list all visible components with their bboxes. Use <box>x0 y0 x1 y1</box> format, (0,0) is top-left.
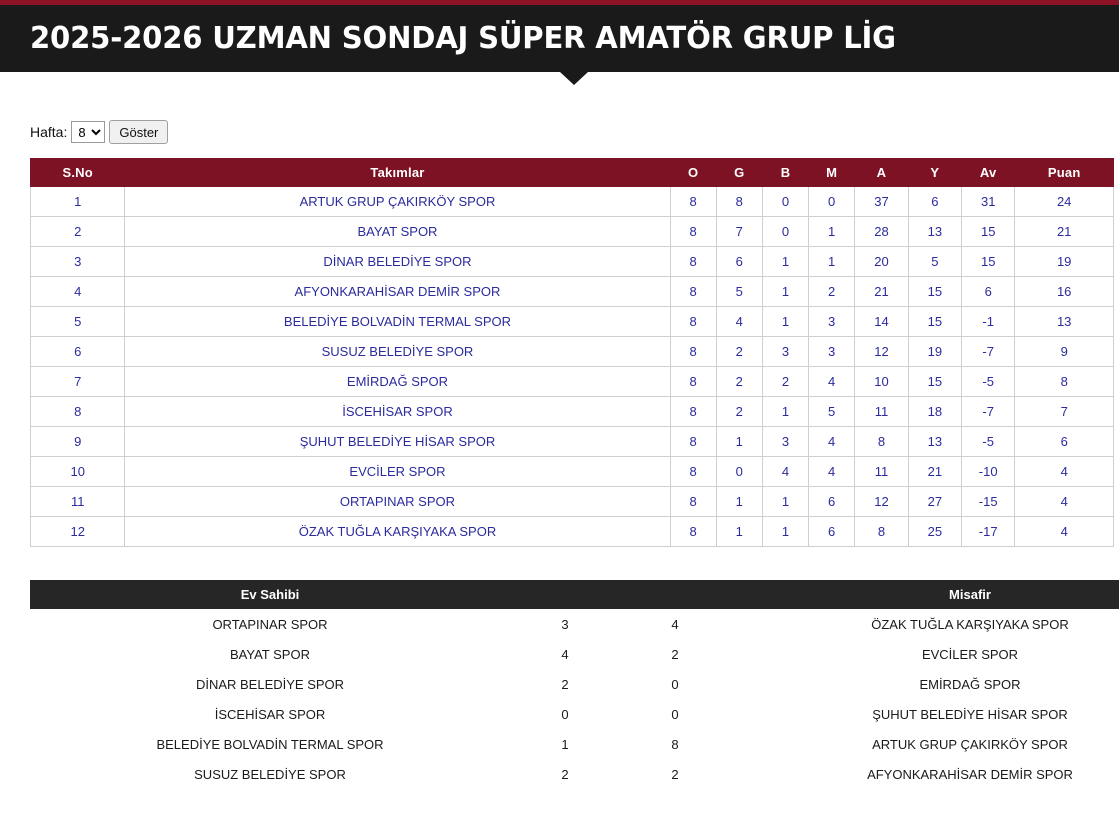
standings-cell-puan: 7 <box>1015 397 1114 427</box>
standings-cell-av: -17 <box>962 517 1015 547</box>
standings-cell-a: 21 <box>855 277 908 307</box>
standings-cell-o: 8 <box>670 247 716 277</box>
table-row <box>31 397 1114 427</box>
standings-cell-b: 4 <box>762 457 808 487</box>
table-row <box>30 639 1119 669</box>
standings-cell-b: 1 <box>762 277 808 307</box>
standings-cell-y: 15 <box>908 367 961 397</box>
standings-cell-no: 1 <box>31 187 125 217</box>
standings-cell-a: 14 <box>855 307 908 337</box>
standings-cell-g: 2 <box>716 337 762 367</box>
standings-cell-b: 1 <box>762 307 808 337</box>
standings-cell-puan: 9 <box>1015 337 1114 367</box>
standings-cell-puan: 4 <box>1015 487 1114 517</box>
fixture-home-team: SUSUZ BELEDİYE SPOR <box>30 759 510 789</box>
standings-section <box>0 158 1119 547</box>
show-button[interactable]: Göster <box>109 120 168 144</box>
fixture-away-team: EMİRDAĞ SPOR <box>730 669 1119 699</box>
standings-cell-team: ORTAPINAR SPOR <box>125 487 670 517</box>
standings-cell-no: 9 <box>31 427 125 457</box>
fixture-home-team: BAYAT SPOR <box>30 639 510 669</box>
table-row <box>31 247 1114 277</box>
standings-cell-g: 7 <box>716 217 762 247</box>
standings-cell-no: 10 <box>31 457 125 487</box>
standings-cell-g: 1 <box>716 487 762 517</box>
fixtures-table <box>30 580 1119 789</box>
table-row <box>31 427 1114 457</box>
standings-cell-team: BAYAT SPOR <box>125 217 670 247</box>
standings-cell-a: 12 <box>855 487 908 517</box>
standings-cell-o: 8 <box>670 427 716 457</box>
fixture-home-score: 1 <box>510 729 620 759</box>
standings-cell-o: 8 <box>670 337 716 367</box>
fixture-away-team: ŞUHUT BELEDİYE HİSAR SPOR <box>730 699 1119 729</box>
fixtures-body <box>30 609 1119 789</box>
standings-cell-m: 6 <box>809 487 855 517</box>
table-row <box>31 217 1114 247</box>
standings-cell-m: 6 <box>809 517 855 547</box>
standings-cell-m: 3 <box>809 307 855 337</box>
standings-cell-no: 8 <box>31 397 125 427</box>
col-sno: S.No <box>31 159 125 187</box>
standings-cell-m: 2 <box>809 277 855 307</box>
col-away-score <box>620 580 730 609</box>
standings-cell-no: 11 <box>31 487 125 517</box>
standings-cell-o: 8 <box>670 307 716 337</box>
standings-cell-y: 5 <box>908 247 961 277</box>
fixture-away-score: 2 <box>620 639 730 669</box>
table-row <box>30 699 1119 729</box>
standings-cell-b: 3 <box>762 427 808 457</box>
table-row <box>30 609 1119 639</box>
fixture-away-team: ÖZAK TUĞLA KARŞIYAKA SPOR <box>730 609 1119 639</box>
standings-cell-a: 11 <box>855 457 908 487</box>
standings-body <box>31 187 1114 547</box>
col-g: G <box>716 159 762 187</box>
standings-cell-b: 1 <box>762 517 808 547</box>
standings-cell-av: -10 <box>962 457 1015 487</box>
fixture-away-team: EVCİLER SPOR <box>730 639 1119 669</box>
standings-cell-puan: 4 <box>1015 517 1114 547</box>
fixture-home-score: 3 <box>510 609 620 639</box>
fixture-away-score: 0 <box>620 669 730 699</box>
standings-cell-m: 0 <box>809 187 855 217</box>
standings-cell-team: İSCEHİSAR SPOR <box>125 397 670 427</box>
standings-cell-g: 1 <box>716 517 762 547</box>
standings-cell-team: BELEDİYE BOLVADİN TERMAL SPOR <box>125 307 670 337</box>
standings-cell-team: AFYONKARAHİSAR DEMİR SPOR <box>125 277 670 307</box>
standings-cell-team: ŞUHUT BELEDİYE HİSAR SPOR <box>125 427 670 457</box>
standings-cell-av: -7 <box>962 397 1015 427</box>
standings-cell-b: 1 <box>762 247 808 277</box>
standings-cell-no: 2 <box>31 217 125 247</box>
standings-cell-y: 13 <box>908 217 961 247</box>
standings-cell-no: 7 <box>31 367 125 397</box>
standings-cell-team: EMİRDAĞ SPOR <box>125 367 670 397</box>
standings-cell-a: 20 <box>855 247 908 277</box>
standings-cell-team: DİNAR BELEDİYE SPOR <box>125 247 670 277</box>
standings-cell-puan: 8 <box>1015 367 1114 397</box>
col-av: Av <box>962 159 1015 187</box>
standings-cell-o: 8 <box>670 187 716 217</box>
fixture-away-score: 0 <box>620 699 730 729</box>
table-row <box>31 367 1114 397</box>
fixture-home-team: İSCEHİSAR SPOR <box>30 699 510 729</box>
standings-cell-m: 3 <box>809 337 855 367</box>
standings-cell-a: 12 <box>855 337 908 367</box>
standings-cell-y: 6 <box>908 187 961 217</box>
table-row <box>30 759 1119 789</box>
standings-cell-y: 13 <box>908 427 961 457</box>
standings-cell-puan: 24 <box>1015 187 1114 217</box>
standings-cell-a: 11 <box>855 397 908 427</box>
standings-cell-y: 18 <box>908 397 961 427</box>
standings-cell-puan: 16 <box>1015 277 1114 307</box>
page-title: 2025-2026 UZMAN SONDAJ SÜPER AMATÖR GRUP LİG <box>30 21 896 56</box>
col-m: M <box>809 159 855 187</box>
standings-cell-av: -5 <box>962 367 1015 397</box>
standings-cell-a: 28 <box>855 217 908 247</box>
standings-cell-puan: 19 <box>1015 247 1114 277</box>
fixture-home-score: 4 <box>510 639 620 669</box>
fixture-home-team: DİNAR BELEDİYE SPOR <box>30 669 510 699</box>
standings-cell-g: 1 <box>716 427 762 457</box>
standings-cell-b: 1 <box>762 487 808 517</box>
standings-cell-g: 2 <box>716 397 762 427</box>
col-y: Y <box>908 159 961 187</box>
standings-cell-no: 5 <box>31 307 125 337</box>
fixture-home-score: 2 <box>510 759 620 789</box>
standings-cell-m: 4 <box>809 367 855 397</box>
standings-cell-g: 0 <box>716 457 762 487</box>
standings-cell-y: 27 <box>908 487 961 517</box>
standings-cell-team: ARTUK GRUP ÇAKIRKÖY SPOR <box>125 187 670 217</box>
col-team: Takımlar <box>125 159 670 187</box>
table-row <box>30 669 1119 699</box>
standings-cell-no: 6 <box>31 337 125 367</box>
standings-table <box>30 158 1114 547</box>
standings-cell-g: 6 <box>716 247 762 277</box>
standings-cell-g: 5 <box>716 277 762 307</box>
week-select[interactable] <box>71 121 105 143</box>
standings-cell-puan: 13 <box>1015 307 1114 337</box>
col-a: A <box>855 159 908 187</box>
col-away-team: Misafir <box>730 580 1119 609</box>
col-home-team: Ev Sahibi <box>30 580 510 609</box>
standings-cell-m: 5 <box>809 397 855 427</box>
standings-cell-av: 6 <box>962 277 1015 307</box>
standings-cell-m: 1 <box>809 247 855 277</box>
fixture-home-score: 0 <box>510 699 620 729</box>
standings-cell-y: 25 <box>908 517 961 547</box>
table-row <box>31 517 1114 547</box>
fixture-home-score: 2 <box>510 669 620 699</box>
standings-cell-a: 8 <box>855 517 908 547</box>
fixture-away-score: 8 <box>620 729 730 759</box>
standings-cell-g: 4 <box>716 307 762 337</box>
fixture-home-team: BELEDİYE BOLVADİN TERMAL SPOR <box>30 729 510 759</box>
page-header <box>0 0 1119 72</box>
standings-cell-y: 15 <box>908 307 961 337</box>
standings-cell-o: 8 <box>670 457 716 487</box>
standings-cell-av: -15 <box>962 487 1015 517</box>
week-label: Hafta: <box>30 124 68 140</box>
standings-header-row <box>31 159 1114 187</box>
standings-cell-av: 15 <box>962 247 1015 277</box>
standings-cell-puan: 6 <box>1015 427 1114 457</box>
standings-cell-y: 15 <box>908 277 961 307</box>
standings-cell-av: -5 <box>962 427 1015 457</box>
standings-cell-g: 8 <box>716 187 762 217</box>
table-row <box>31 337 1114 367</box>
fixture-away-team: AFYONKARAHİSAR DEMİR SPOR <box>730 759 1119 789</box>
standings-cell-b: 0 <box>762 217 808 247</box>
standings-cell-team: ÖZAK TUĞLA KARŞIYAKA SPOR <box>125 517 670 547</box>
fixtures-header-row <box>30 580 1119 609</box>
table-row <box>31 487 1114 517</box>
standings-cell-m: 1 <box>809 217 855 247</box>
table-row <box>31 277 1114 307</box>
table-row <box>30 729 1119 759</box>
standings-cell-o: 8 <box>670 487 716 517</box>
standings-cell-av: -1 <box>962 307 1015 337</box>
standings-cell-g: 2 <box>716 367 762 397</box>
week-selector-bar <box>0 120 1119 144</box>
standings-cell-no: 12 <box>31 517 125 547</box>
standings-cell-m: 4 <box>809 427 855 457</box>
table-row <box>31 457 1114 487</box>
fixture-away-score: 2 <box>620 759 730 789</box>
table-row <box>31 187 1114 217</box>
standings-cell-a: 10 <box>855 367 908 397</box>
standings-cell-m: 4 <box>809 457 855 487</box>
standings-cell-team: SUSUZ BELEDİYE SPOR <box>125 337 670 367</box>
fixture-home-team: ORTAPINAR SPOR <box>30 609 510 639</box>
fixture-away-score: 4 <box>620 609 730 639</box>
standings-cell-av: -7 <box>962 337 1015 367</box>
standings-cell-puan: 21 <box>1015 217 1114 247</box>
standings-cell-b: 3 <box>762 337 808 367</box>
table-row <box>31 307 1114 337</box>
header-arrow-decoration <box>560 72 588 85</box>
standings-cell-y: 21 <box>908 457 961 487</box>
standings-cell-b: 0 <box>762 187 808 217</box>
standings-cell-y: 19 <box>908 337 961 367</box>
standings-cell-a: 8 <box>855 427 908 457</box>
col-o: O <box>670 159 716 187</box>
standings-cell-o: 8 <box>670 277 716 307</box>
fixture-away-team: ARTUK GRUP ÇAKIRKÖY SPOR <box>730 729 1119 759</box>
standings-cell-a: 37 <box>855 187 908 217</box>
standings-cell-no: 3 <box>31 247 125 277</box>
col-home-score <box>510 580 620 609</box>
standings-cell-team: EVCİLER SPOR <box>125 457 670 487</box>
standings-cell-o: 8 <box>670 517 716 547</box>
standings-cell-av: 31 <box>962 187 1015 217</box>
col-puan: Puan <box>1015 159 1114 187</box>
standings-cell-o: 8 <box>670 217 716 247</box>
standings-cell-o: 8 <box>670 397 716 427</box>
standings-cell-no: 4 <box>31 277 125 307</box>
fixtures-section <box>0 580 1119 789</box>
standings-cell-o: 8 <box>670 367 716 397</box>
standings-cell-b: 2 <box>762 367 808 397</box>
col-b: B <box>762 159 808 187</box>
standings-cell-puan: 4 <box>1015 457 1114 487</box>
standings-cell-b: 1 <box>762 397 808 427</box>
standings-cell-av: 15 <box>962 217 1015 247</box>
